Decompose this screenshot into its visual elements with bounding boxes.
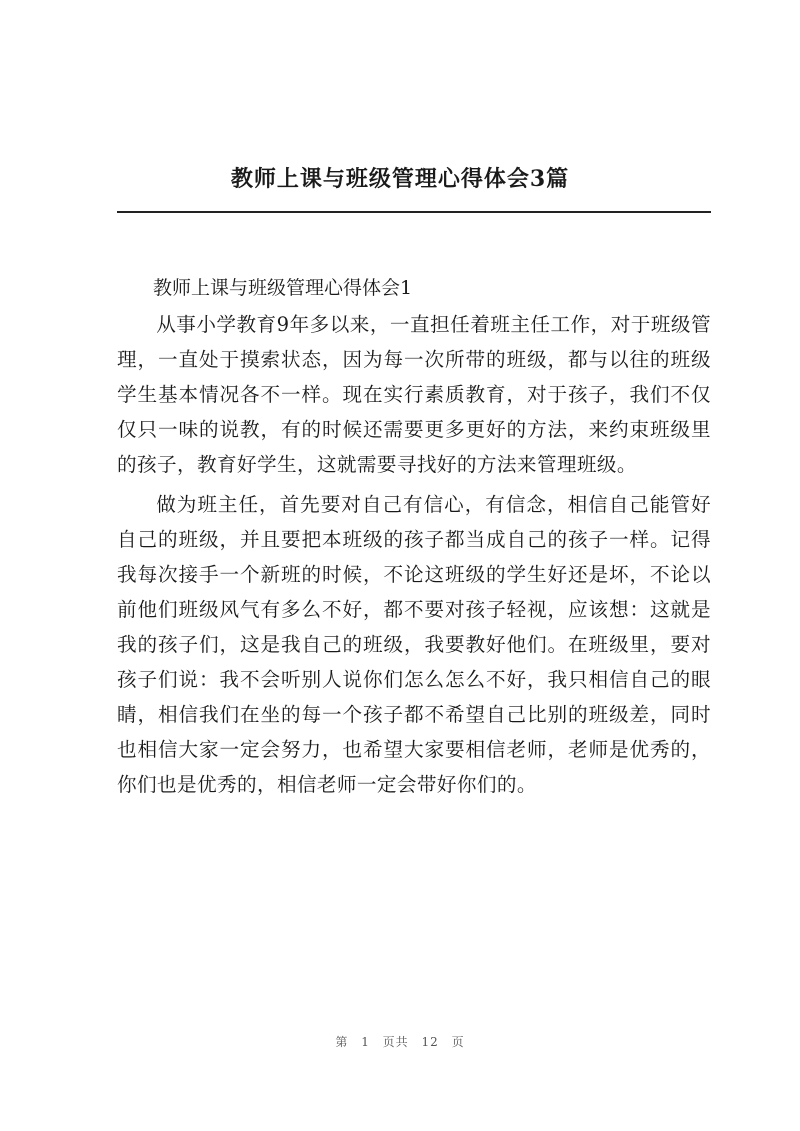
paragraph-1: 从事小学教育9年多以来，一直担任着班主任工作，对于班级管理，一直处于摸索状态，因为每一次所带的班级，都与以往的班级学生基本情况各不一样。现在实行素质教育，对于孩子，我们不仅仅只一味的说教，有的时候还需要更多更好的方法，来约束班级里的孩子，教育好学生，这就需要寻找好的方法来管理班级。 (117, 313, 711, 476)
footer-suffix: 页 (451, 1035, 465, 1049)
footer-current-page: 1 (361, 1035, 370, 1049)
page-title: 教师上课与班级管理心得体会3篇 (230, 166, 570, 192)
document-body (117, 270, 711, 802)
page-footer (0, 1033, 800, 1050)
paragraph-2: 做为班主任，首先要对自己有信心，有信念，相信自己能管好自己的班级，并且要把本班级的孩子都当成自己的孩子一样。记得我每次接手一个新班的时候，不论这班级的学生好还是坏，不论以前他们班级风气有多么不好，都不要对孩子轻视，应该想：这就是我的孩子们，这是我自己的班级，我要教好他们。在班级里，要对孩子们说：我不会听别人说你们怎么怎么不好，我只相信自己的眼睛，相信我们在坐的每一个孩子都不希望自己比别的班级差，同时也相信大家一定会努力，也希望大家要相信老师，老师是优秀的，你们也是优秀的，相信老师一定会带好你们的。 (117, 493, 711, 796)
footer-total-pages: 12 (421, 1035, 439, 1049)
footer-prefix: 第 (335, 1035, 349, 1049)
title-divider (117, 211, 711, 213)
section-heading: 教师上课与班级管理心得体会1 (153, 277, 413, 299)
footer-middle: 页共 (382, 1035, 409, 1049)
